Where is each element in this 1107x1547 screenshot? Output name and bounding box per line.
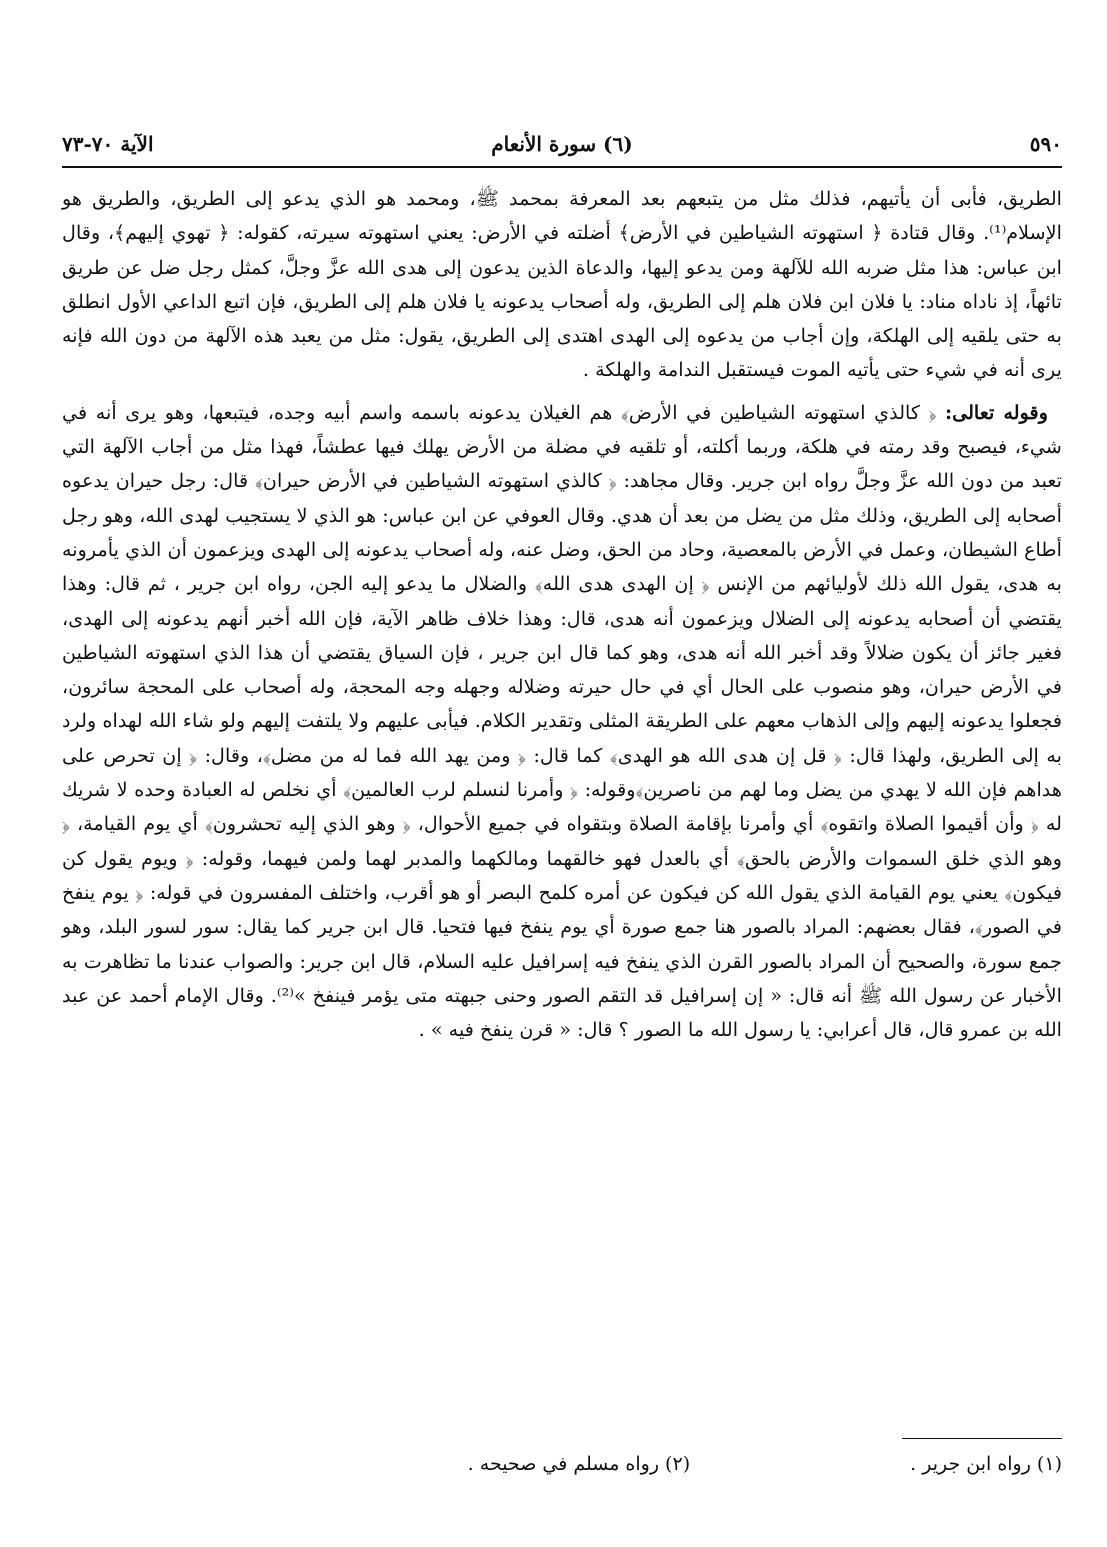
paragraph-text: ﴿ كالذي استهوته الشياطين في الأرض﴾ هم الغيلان يدعونه باسمه واسم أبيه وجده، فيتبعها، وهو يرى أنه في شيء، فيصبح وقد رمته في هلكة، وربما أكلته، أو تلقيه في مضلة من الأرض يهلك فيها عطشاً، فهذا مثل من أجاب الآلهة التي تعبد من دون الله عزَّ وجلَّ رواه ابن جرير. وقال مجاهد: ﴿ كالذي استهوته الشياطين في الأرض حيران﴾ قال: رجل حيران يدعوه أصحابه إلى الطريق، وذلك مثل من يضل من بعد أن هدي. وقال العوفي عن ابن عباس: هو الذي لا يستجيب لهدى الله، وهو رجل أطاع الشيطان، وعمل في الأرض بالمعصية، وحاد من الحق، وضل عنه، وله أصحاب يدعونه إلى الهدى ويزعمون أن الذي يأمرونه به هدى، يقول الله ذلك لأوليائهم من الإنس ﴿ إن الهدى هدى الله﴾ والضلال ما يدعو إليه الجن، رواه ابن جرير ، ثم قال: وهذا يقتضي أن أصحابه يدعونه إلى الضلال ويزعمون أنه هدى، قال: وهذا خلاف ظاهر الآية، فإن الله أخبر أنهم يدعونه إلى الهدى، فغير جائز أن يكون ضلالاً وقد أخبر الله أنه هدى، وهو كما قال ابن جرير ، فإن السياق يقتضي أن هذا الذي استهوته الشياطين في الأرض حيران، وهو منصوب على الحال أي في حال حيرته وضلاله وجهله وجه المحجة، وله أصحاب على المحجة سائرون، فجعلوا يدعونه إليهم وإلى الذهاب معهم على الطريقة المثلى وتقدير الكلام. فيأبى عليهم ولا يلتفت إليهم ولو شاء الله لهداه ولرد به إلى الطريق، ولهذا قال: ﴿ قل إن هدى الله هو الهدى﴾ كما قال: ﴿ ومن يهد الله فما له من مضل﴾، وقال: ﴿ إن تحرص على هداهم فإن الله لا يهدي من يضل وما لهم من ناصرين﴾وقوله: ﴿ وأمرنا لنسلم لرب العالمين﴾ أي نخلص له العبادة وحده لا شريك له ﴿ وأن أقيموا الصلاة واتقوه﴾ أي وأمرنا بإقامة الصلاة وبتقواه في جميع الأحوال، ﴿ وهو الذي إليه تحشرون﴾ أي يوم القيامة، ﴿ وهو الذي خلق السموات والأرض بالحق﴾ أي بالعدل فهو خالقهما ومالكهما والمدبر لهما ولمن فيهما، وقوله: ﴿ ويوم يقول كن فيكون﴾ يعني يوم القيامة الذي يقول الله كن فيكون عن أمره كلمح البصر أو هو أقرب، واختلف المفسرون في قوله: ﴿ يوم ينفخ في الصور﴾، فقال بعضهم: المراد بالصور هنا جمع صورة أي يوم ينفخ فيها فتحيا. قال ابن جرير كما يقال: سور لسور البلد، وهو جمع سورة، والصحيح أن المراد بالصور القرن الذي ينفخ فيه إسرافيل عليه السلام، قال ابن جرير: والصواب عندنا ما تظاهرت به الأخبار عن رسول الله ﷺ أنه قال: « إن إسرافيل قد التقم الصور وحنى جبهته متى يؤمر فينفخ »⁽²⁾. وقال الإمام أحمد عن عبد الله بن عمرو قال، قال أعرابي: يا رسول الله ما الصور ؟ قال: « قرن ينفخ فيه » . (62, 400, 1063, 1042)
footnotes (62, 1438, 1062, 1475)
book-page (62, 118, 1062, 1478)
commentary-body (62, 182, 1062, 1047)
verse-range: الآية ٧٠-٧٣ (62, 132, 154, 156)
footnote: (٢) رواه مسلم في صحيحه . (467, 1453, 691, 1475)
paragraph-text: الطريق، فأبى أن يأتيهم، فذلك مثل من يتبعهم بعد المعرفة بمحمد ﷺ، ومحمد هو الذي يدعو إلى الطريق، والطريق هو الإسلام⁽¹⁾. وقال قتادة ﴿ استهوته الشياطين في الأرض﴾ أضلته في الأرض: يعني استهوته سيرته، كقوله: ﴿ تهوي إليهم﴾، وقال ابن عباس: هذا مثل ضربه الله للآلهة ومن يدعو إليها، والدعاة الذين يدعون إلى هدى الله عزَّ وجلَّ، كمثل رجل ضل عن طريق تائهاً، إذ ناداه مناد: يا فلان ابن فلان هلم إلى الطريق، وله أصحاب يدعونه يا فلان هلم إلى الطريق، فإن اتبع الداعي الأول انطلق به حتى يلقيه إلى الهلكة، وإن أجاب من يدعوه إلى الهدى اهتدى إلى الطريق، يقول: مثل من يعبد هذه الآلهة من دون الله فإنه يرى أنه في شيء حتى يأتيه الموت فيستقبل الندامة والهلكة . (62, 187, 1062, 382)
paragraph-lead: وقوله تعالى: (945, 400, 1048, 424)
footnote: (١) رواه ابن جرير . (910, 1453, 1062, 1475)
page-header (62, 118, 1062, 168)
paragraph (62, 182, 1062, 388)
page-number: ٥٩٠ (1029, 132, 1062, 156)
footnote-divider (902, 1438, 1062, 1439)
paragraph (62, 396, 1062, 1048)
sura-title: (٦) سورة الأنعام (491, 132, 633, 156)
